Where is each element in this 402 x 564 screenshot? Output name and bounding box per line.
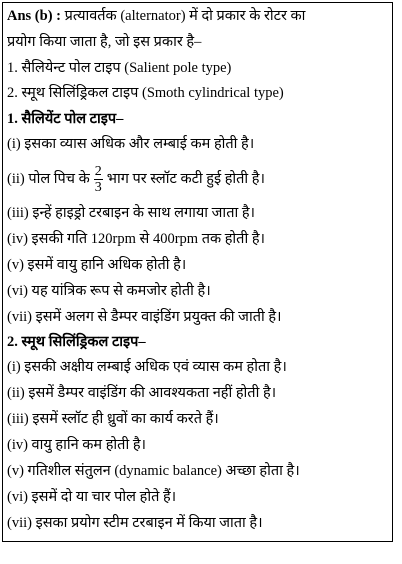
section-2-item-2: (ii) इसमें डैम्पर वाइंडिंग की आवश्यकता नहीं होती है।	[7, 385, 277, 401]
fraction-two-thirds	[94, 164, 103, 195]
section-1-item-7: (vii) इसमें अलग से डैम्पर वाइंडिंग प्रयुक्त की जाती है।	[7, 309, 282, 325]
fraction-denominator: 3	[94, 180, 102, 195]
section-2-item-4: (iv) वायु हानि कम होती है।	[7, 437, 147, 453]
answer-label: Ans (b) :	[7, 8, 61, 24]
section-1-item-6: (vi) यह यांत्रिक रूप से कमजोर होती है।	[7, 283, 211, 299]
section-2-item-3: (iii) इसमें स्लॉट ही ध्रुवों का कार्य करते हैं।	[7, 411, 219, 427]
section-2-item-6: (vi) इसमें दो या चार पोल होते हैं।	[7, 489, 177, 505]
section-1-item-2-before: (ii) पोल पिच के	[7, 170, 90, 187]
section-1-item-5: (v) इसमें वायु हानि अधिक होती है।	[7, 257, 187, 273]
section-1-item-3: (iii) इन्हें हाइड्रो टरबाइन के साथ लगाया जाता है।	[7, 205, 256, 221]
section-1-item-2-after: भाग पर स्लॉट कटी हुई होती है।	[106, 170, 266, 187]
section-2-heading: 2. स्मूथ सिलिंड्रिकल टाइप–	[7, 334, 146, 350]
answer-intro-text-1: प्रत्यावर्तक (alternator) में दो प्रकार के रोटर का	[60, 8, 306, 24]
section-1-item-1: (i) इसका व्यास अधिक और लम्बाई कम होती है।	[7, 136, 255, 152]
section-1-item-4: (iv) इसकी गति 120rpm से 400rpm तक होती है।	[7, 231, 266, 247]
answer-intro-line-2: प्रयोग किया जाता है, जो इस प्रकार है–	[7, 34, 202, 50]
section-1-item-2	[7, 164, 398, 195]
rotor-type-1: 1. सैलियेन्ट पोल टाइप (Salient pole type)	[7, 60, 232, 76]
answer-intro-line-1	[7, 7, 398, 25]
section-2-item-5: (v) गतिशील संतुलन (dynamic balance) अच्छा होता है।	[7, 463, 300, 479]
rotor-type-2: 2. स्मूथ सिलिंड्रिकल टाइप (Smoth cylindrical type)	[7, 85, 284, 101]
section-2-item-7: (vii) इसका प्रयोग स्टीम टरबाइन में किया जाता है।	[7, 515, 263, 531]
fraction-numerator: 2	[94, 164, 102, 179]
section-2-item-1: (i) इसकी अक्षीय लम्बाई अधिक एवं व्यास कम होता है।	[7, 359, 287, 375]
section-1-heading: 1. सैलियेंट पोल टाइप–	[7, 111, 124, 127]
